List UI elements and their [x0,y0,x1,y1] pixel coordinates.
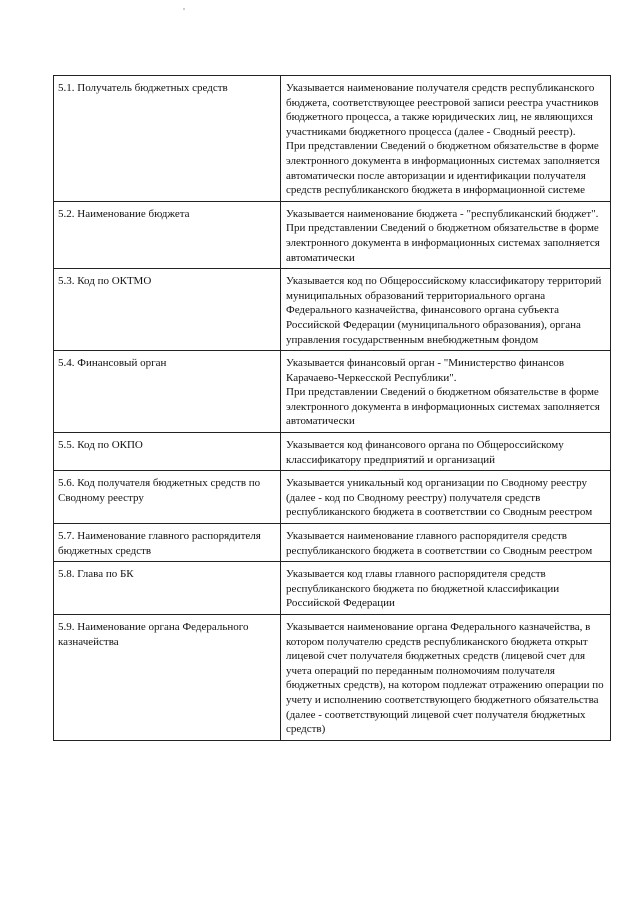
field-name-cell: 5.6. Код получателя бюджетных средств по Сводному реестру [54,471,281,524]
field-description-cell [281,76,611,202]
field-description-cell [281,201,611,268]
description-paragraph: При представлении Сведений о бюджетном обязательстве в форме электронного документа в информационных системах заполняется автоматически [286,386,600,428]
description-paragraph: Указывается код главы главного распорядителя средств республиканского бюджета по бюджетной классификации Российской Федерации [286,568,560,610]
description-paragraph: Указывается код по Общероссийскому классификатору территорий муниципальных образований территориального органа Федерального казначейства, финансового органа субъекта Российской Федерации (муниципального образования), органа управления государственным внебюджетным фондом [286,275,602,346]
table-row [54,524,611,562]
table-row [54,615,611,741]
field-description-cell [281,562,611,615]
field-description-table [53,75,611,741]
field-description-cell [281,269,611,351]
description-paragraph: Указывается уникальный код организации по Сводному реестру (далее - код по Сводному реестру) получателя средств республиканского бюджета в соответствии со Сводным реестром [286,477,593,519]
description-paragraph: При представлении Сведений о бюджетном обязательстве в форме электронного документа в информационных системах заполняется автоматически после авторизации и идентификации получателя средств республиканского бюджета в информационной системе [286,140,600,197]
field-name-cell: 5.5. Код по ОКПО [54,433,281,471]
description-paragraph: Указывается наименование органа Федерального казначейства, в котором получателю средств республиканского бюджета открыт лицевой счет получателя бюджетных средств (лицевой счет для учета операций по переданным полномочиям получателя бюджетных средств), на котором подлежат отражению операции по учету и исполнению соответствующего бюджетного обязательства (далее - соответствующий лицевой счет получателя бюджетных средств) [286,621,604,736]
field-name-cell: 5.3. Код по ОКТМО [54,269,281,351]
field-description-cell [281,433,611,471]
field-description-cell [281,471,611,524]
field-name-cell: 5.8. Глава по БК [54,562,281,615]
field-name-cell: 5.2. Наименование бюджета [54,201,281,268]
table-row [54,201,611,268]
table-row [54,269,611,351]
table-row [54,471,611,524]
description-paragraph: Указывается наименование бюджета - "республиканский бюджет". [286,207,599,220]
scan-speck [183,8,185,10]
table-row [54,351,611,433]
description-paragraph: Указывается наименование главного распорядителя средств республиканского бюджета в соответствии со Сводным реестром [286,530,593,557]
field-description-cell [281,615,611,741]
field-name-cell: 5.1. Получатель бюджетных средств [54,76,281,202]
field-name-cell: 5.9. Наименование органа Федерального казначейства [54,615,281,741]
field-description-cell [281,351,611,433]
field-name-cell: 5.4. Финансовый орган [54,351,281,433]
description-paragraph: Указывается код финансового органа по Общероссийскому классификатору предприятий и организаций [286,439,564,466]
description-paragraph: Указывается финансовый орган - "Министерство финансов Карачаево-Черкесской Республики". [286,357,565,384]
description-paragraph: Указывается наименование получателя средств республиканского бюджета, соответствующее реестровой записи реестра участников бюджетного процесса, а также юридических лиц, не являющихся участниками бюджетного процесса (далее - Сводный реестр). [286,82,599,138]
description-paragraph: При представлении Сведений о бюджетном обязательстве в форме электронного документа в информационных системах заполняется автоматически [286,222,600,264]
table-row [54,562,611,615]
table-row [54,433,611,471]
field-description-cell [281,524,611,562]
field-name-cell: 5.7. Наименование главного распорядителя бюджетных средств [54,524,281,562]
table-body [54,76,611,741]
table-row [54,76,611,202]
